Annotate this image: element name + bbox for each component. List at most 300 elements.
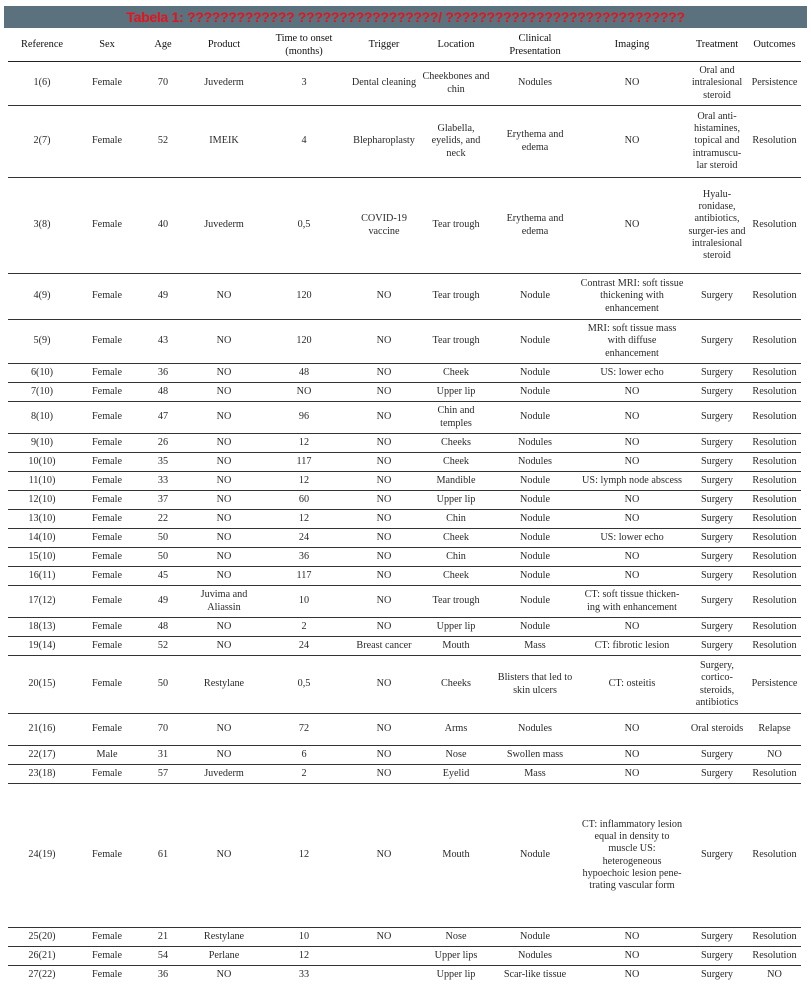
cell-sex: Female bbox=[76, 586, 138, 618]
cell-treatment: Surgery bbox=[686, 618, 748, 637]
cell-time-to-onset: 117 bbox=[260, 453, 348, 472]
cell-sex: Female bbox=[76, 637, 138, 656]
cell-reference: 22(17) bbox=[8, 746, 76, 765]
cell-product: NO bbox=[188, 364, 260, 383]
cell-sex: Female bbox=[76, 106, 138, 178]
table-row bbox=[8, 453, 801, 472]
cell-outcome: Resolution bbox=[748, 928, 801, 947]
cell-imaging: US: lower echo bbox=[578, 364, 686, 383]
cell-time-to-onset: 120 bbox=[260, 320, 348, 364]
cell-time-to-onset: 12 bbox=[260, 947, 348, 966]
cell-clinical-presentation: Mass bbox=[492, 765, 578, 784]
cell-reference: 7(10) bbox=[8, 383, 76, 402]
cell-age: 48 bbox=[138, 383, 188, 402]
cell-treatment: Surgery bbox=[686, 364, 748, 383]
cell-age: 49 bbox=[138, 586, 188, 618]
cell-location: Cheek bbox=[420, 453, 492, 472]
cell-reference: 24(19) bbox=[8, 784, 76, 928]
cell-time-to-onset: 0,5 bbox=[260, 656, 348, 714]
cell-reference: 23(18) bbox=[8, 765, 76, 784]
cell-outcome: NO bbox=[748, 746, 801, 765]
cell-reference: 12(10) bbox=[8, 491, 76, 510]
cell-outcome: NO bbox=[767, 969, 782, 981]
header-location: Location bbox=[420, 30, 492, 62]
cell-location: Eyelid bbox=[420, 765, 492, 784]
table-row bbox=[8, 383, 801, 402]
cell-clinical-presentation: Nodule bbox=[492, 510, 578, 529]
cell-trigger: NO bbox=[348, 320, 420, 364]
cell-outcome: Relapse bbox=[748, 714, 801, 746]
cell-clinical-presentation: Nodule bbox=[492, 784, 578, 928]
header-outcomes: Outcomes bbox=[748, 30, 801, 62]
cell-clinical-presentation: Nodule bbox=[492, 383, 578, 402]
cell-trigger: NO bbox=[348, 402, 420, 434]
table-title: Tabela 1: ????????????? ?????????????????/ ????????????????????????????? bbox=[4, 6, 807, 28]
cell-trigger: NO bbox=[348, 784, 420, 928]
cell-location: Arms bbox=[420, 714, 492, 746]
cell-age: 54 bbox=[138, 947, 188, 966]
cell-sex: Female bbox=[76, 618, 138, 637]
table-row bbox=[8, 765, 801, 784]
cell-sex: Female bbox=[76, 178, 138, 274]
cell-trigger: COVID-19 vaccine bbox=[348, 178, 420, 274]
cell-outcome: Persistence bbox=[748, 656, 801, 714]
header-sex: Sex bbox=[76, 30, 138, 62]
cell-reference: 25(20) bbox=[8, 928, 76, 947]
cell-location: Upper lip bbox=[420, 618, 492, 637]
cell-trigger: NO bbox=[348, 567, 420, 586]
cell-product: NO bbox=[188, 434, 260, 453]
cell-product: NO bbox=[188, 548, 260, 567]
cell-outcome: Resolution bbox=[748, 106, 801, 178]
table-row bbox=[8, 320, 801, 364]
cell-reference: 11(10) bbox=[8, 472, 76, 491]
cell-clinical-presentation: Nodule bbox=[492, 586, 578, 618]
cell-sex: Female bbox=[76, 62, 138, 106]
cell-reference: 27(22) bbox=[28, 969, 56, 981]
table-row bbox=[8, 529, 801, 548]
cell-product: NO bbox=[188, 784, 260, 928]
cell-treatment: Oral and intralesional steroid bbox=[686, 62, 748, 106]
cell-sex: Female bbox=[76, 765, 138, 784]
cell-reference: 19(14) bbox=[8, 637, 76, 656]
cell-reference: 5(9) bbox=[8, 320, 76, 364]
cell-age: 26 bbox=[138, 434, 188, 453]
header-time-to-onset: Time to onset (months) bbox=[260, 30, 348, 62]
cell-reference: 17(12) bbox=[8, 586, 76, 618]
cell-reference: 21(16) bbox=[8, 714, 76, 746]
cell-outcome: Resolution bbox=[748, 637, 801, 656]
cell-outcome: Resolution bbox=[748, 178, 801, 274]
cell-reference: 6(10) bbox=[8, 364, 76, 383]
cell-outcome: Resolution bbox=[748, 784, 801, 928]
cell-trigger: NO bbox=[348, 510, 420, 529]
cell-trigger: NO bbox=[348, 383, 420, 402]
cell-trigger: Dental cleaning bbox=[348, 62, 420, 106]
case-reports-table bbox=[8, 30, 801, 985]
cell-clinical-presentation: Nodule bbox=[492, 402, 578, 434]
cell-trigger: NO bbox=[348, 548, 420, 567]
cell-clinical-presentation: Scar-like tissue bbox=[503, 969, 567, 981]
cell-trigger: NO bbox=[348, 618, 420, 637]
cell-product: NO bbox=[188, 320, 260, 364]
cell-imaging: NO bbox=[578, 567, 686, 586]
cell-location: Cheek bbox=[420, 364, 492, 383]
cell-imaging: US: lymph node abscess bbox=[578, 472, 686, 491]
cell-product: Perlane bbox=[188, 947, 260, 966]
cell-clinical-presentation: Blisters that led to skin ulcers bbox=[492, 656, 578, 714]
cell-treatment: Surgery bbox=[686, 510, 748, 529]
table-row bbox=[8, 491, 801, 510]
cell-reference: 8(10) bbox=[8, 402, 76, 434]
cell-treatment: Surgery bbox=[686, 383, 748, 402]
cell-treatment: Surgery bbox=[686, 434, 748, 453]
cell-outcome: Resolution bbox=[748, 529, 801, 548]
cell-outcome: Resolution bbox=[748, 453, 801, 472]
cell-treatment: Surgery bbox=[686, 637, 748, 656]
cell-trigger: NO bbox=[348, 364, 420, 383]
cell-imaging: NO bbox=[624, 969, 640, 981]
cell-location: Cheekbones and chin bbox=[420, 62, 492, 106]
cell-age: 50 bbox=[138, 656, 188, 714]
cell-product: IMEIK bbox=[188, 106, 260, 178]
cell-age: 70 bbox=[138, 62, 188, 106]
cell-imaging: Contrast MRI: soft tissue thickening with enhancement bbox=[578, 274, 686, 320]
cell-location: Chin bbox=[420, 510, 492, 529]
cell-clinical-presentation: Nodule bbox=[492, 548, 578, 567]
cell-trigger: NO bbox=[348, 656, 420, 714]
cell-location: Upper lip bbox=[420, 491, 492, 510]
cell-reference: 4(9) bbox=[8, 274, 76, 320]
cell-clinical-presentation: Nodule bbox=[492, 364, 578, 383]
cell-location: Glabella, eyelids, and neck bbox=[420, 106, 492, 178]
cell-product: Restylane bbox=[188, 928, 260, 947]
cell-product: NO bbox=[188, 567, 260, 586]
cell-trigger: NO bbox=[348, 529, 420, 548]
cell-time-to-onset: 10 bbox=[260, 928, 348, 947]
cell-age: 21 bbox=[138, 928, 188, 947]
cell-location: Chin and temples bbox=[420, 402, 492, 434]
cell-reference: 18(13) bbox=[8, 618, 76, 637]
cell-location: Tear trough bbox=[420, 178, 492, 274]
cell-reference: 10(10) bbox=[8, 453, 76, 472]
cell-time-to-onset: 10 bbox=[260, 586, 348, 618]
cell-sex: Female bbox=[76, 383, 138, 402]
cell-imaging: NO bbox=[578, 947, 686, 966]
table-row bbox=[8, 472, 801, 491]
cell-location: Nose bbox=[420, 928, 492, 947]
cell-reference: 2(7) bbox=[8, 106, 76, 178]
cell-trigger: NO bbox=[348, 274, 420, 320]
table-row bbox=[8, 618, 801, 637]
cell-sex: Female bbox=[76, 784, 138, 928]
table-row bbox=[8, 567, 801, 586]
cell-sex: Female bbox=[76, 491, 138, 510]
cell-age: 31 bbox=[138, 746, 188, 765]
header-treatment: Treatment bbox=[686, 30, 748, 62]
cell-location: Nose bbox=[420, 746, 492, 765]
cell-product: Juvederm bbox=[188, 765, 260, 784]
cell-product: Juvima and Aliassin bbox=[188, 586, 260, 618]
cell-age: 43 bbox=[138, 320, 188, 364]
cell-age: 47 bbox=[138, 402, 188, 434]
cell-treatment: Surgery bbox=[686, 491, 748, 510]
cell-age: 36 bbox=[157, 969, 169, 981]
cell-clinical-presentation: Erythema and edema bbox=[492, 106, 578, 178]
cell-outcome: Resolution bbox=[748, 548, 801, 567]
table-row bbox=[8, 106, 801, 178]
cell-treatment: Surgery bbox=[686, 765, 748, 784]
cell-sex: Female bbox=[76, 434, 138, 453]
cell-time-to-onset: 117 bbox=[260, 567, 348, 586]
cell-reference: 9(10) bbox=[8, 434, 76, 453]
cell-age: 33 bbox=[138, 472, 188, 491]
cell-reference: 20(15) bbox=[8, 656, 76, 714]
cell-imaging: CT: inflammatory lesion equal in density to muscle US: heterogeneous hypoechoic lesion pene-trating vascular form bbox=[578, 784, 686, 928]
table-row bbox=[8, 637, 801, 656]
cell-trigger: Blepharoplasty bbox=[348, 106, 420, 178]
cell-location: Cheek bbox=[420, 567, 492, 586]
cell-location: Tear trough bbox=[420, 320, 492, 364]
cell-age: 57 bbox=[138, 765, 188, 784]
cell-imaging: NO bbox=[578, 618, 686, 637]
cell-outcome: Resolution bbox=[748, 274, 801, 320]
cell-product: NO bbox=[216, 969, 232, 981]
cell-time-to-onset: 12 bbox=[260, 784, 348, 928]
cell-sex: Female bbox=[76, 402, 138, 434]
cell-age: 50 bbox=[138, 548, 188, 567]
cell-sex: Male bbox=[76, 746, 138, 765]
cell-reference: 13(10) bbox=[8, 510, 76, 529]
cell-treatment: Surgery bbox=[700, 969, 734, 981]
cell-imaging: CT: osteitis bbox=[578, 656, 686, 714]
cell-age: 52 bbox=[138, 106, 188, 178]
cell-treatment: Surgery bbox=[686, 746, 748, 765]
cell-clinical-presentation: Nodule bbox=[492, 472, 578, 491]
table-row bbox=[8, 62, 801, 106]
header-age: Age bbox=[138, 30, 188, 62]
cell-time-to-onset: 2 bbox=[260, 618, 348, 637]
cell-treatment: Surgery bbox=[686, 472, 748, 491]
cell-time-to-onset: 60 bbox=[260, 491, 348, 510]
cell-trigger: NO bbox=[348, 472, 420, 491]
cell-treatment: Surgery bbox=[686, 784, 748, 928]
cell-trigger: NO bbox=[348, 746, 420, 765]
cell-treatment: Surgery bbox=[686, 947, 748, 966]
cell-age: 52 bbox=[138, 637, 188, 656]
cell-sex: Female bbox=[76, 567, 138, 586]
cell-location: Tear trough bbox=[420, 586, 492, 618]
cell-clinical-presentation: Swollen mass bbox=[492, 746, 578, 765]
cell-time-to-onset: 0,5 bbox=[260, 178, 348, 274]
cell-age: 35 bbox=[138, 453, 188, 472]
cell-trigger bbox=[348, 966, 420, 985]
cell-outcome: Resolution bbox=[748, 383, 801, 402]
table-row bbox=[8, 548, 801, 567]
cell-imaging: CT: soft tissue thicken-ing with enhancement bbox=[578, 586, 686, 618]
table-row bbox=[8, 928, 801, 947]
table-row bbox=[8, 586, 801, 618]
cell-time-to-onset: 12 bbox=[260, 434, 348, 453]
cell-clinical-presentation: Nodule bbox=[492, 618, 578, 637]
cell-imaging: NO bbox=[578, 510, 686, 529]
cell-sex: Female bbox=[76, 320, 138, 364]
header-row bbox=[8, 30, 801, 62]
cell-time-to-onset: 12 bbox=[260, 472, 348, 491]
cell-treatment: Surgery bbox=[686, 320, 748, 364]
cell-age: 49 bbox=[138, 274, 188, 320]
cell-product: NO bbox=[188, 746, 260, 765]
cell-treatment: Surgery bbox=[686, 529, 748, 548]
cell-location: Chin bbox=[420, 548, 492, 567]
cell-sex: Female bbox=[76, 928, 138, 947]
cell-outcome: Resolution bbox=[748, 586, 801, 618]
table-row bbox=[8, 510, 801, 529]
cell-sex: Female bbox=[76, 453, 138, 472]
cell-location: Upper lips bbox=[420, 947, 492, 966]
cell-time-to-onset: 12 bbox=[260, 510, 348, 529]
cell-time-to-onset: 48 bbox=[260, 364, 348, 383]
cell-outcome: Resolution bbox=[748, 472, 801, 491]
cell-product: NO bbox=[188, 383, 260, 402]
cell-imaging: NO bbox=[578, 714, 686, 746]
cell-treatment: Oral steroids bbox=[686, 714, 748, 746]
cell-clinical-presentation: Nodule bbox=[492, 274, 578, 320]
cell-time-to-onset: 24 bbox=[260, 529, 348, 548]
cell-clinical-presentation: Nodules bbox=[492, 714, 578, 746]
cell-outcome: Resolution bbox=[748, 320, 801, 364]
table-row bbox=[8, 402, 801, 434]
cell-clinical-presentation: Nodules bbox=[492, 947, 578, 966]
cell-location: Upper lip bbox=[420, 383, 492, 402]
cell-age: 61 bbox=[138, 784, 188, 928]
cell-age: 50 bbox=[138, 529, 188, 548]
cell-sex: Female bbox=[76, 472, 138, 491]
cell-trigger: NO bbox=[348, 453, 420, 472]
cell-product: NO bbox=[188, 637, 260, 656]
cell-reference: 15(10) bbox=[8, 548, 76, 567]
cell-location: Upper lip bbox=[436, 969, 476, 981]
cell-product: NO bbox=[188, 402, 260, 434]
cell-outcome: Resolution bbox=[748, 618, 801, 637]
cell-location: Mouth bbox=[420, 637, 492, 656]
cell-clinical-presentation: Nodule bbox=[492, 320, 578, 364]
cell-clinical-presentation: Nodule bbox=[492, 529, 578, 548]
cell-imaging: NO bbox=[578, 383, 686, 402]
cell-product: NO bbox=[188, 618, 260, 637]
cell-outcome: Resolution bbox=[748, 510, 801, 529]
cell-outcome: Resolution bbox=[748, 765, 801, 784]
cell-imaging: NO bbox=[578, 928, 686, 947]
cell-imaging: CT: fibrotic lesion bbox=[578, 637, 686, 656]
cell-imaging: MRI: soft tissue mass with diffuse enhancement bbox=[578, 320, 686, 364]
cell-outcome: Persistence bbox=[748, 62, 801, 106]
header-imaging: Imaging bbox=[578, 30, 686, 62]
cell-sex: Female bbox=[76, 510, 138, 529]
cell-time-to-onset: NO bbox=[260, 383, 348, 402]
cell-location: Cheeks bbox=[420, 434, 492, 453]
table-row bbox=[8, 746, 801, 765]
cell-imaging: NO bbox=[578, 746, 686, 765]
cell-treatment: Surgery bbox=[686, 928, 748, 947]
cell-product: NO bbox=[188, 472, 260, 491]
cell-clinical-presentation: Erythema and edema bbox=[492, 178, 578, 274]
cell-reference: 1(6) bbox=[8, 62, 76, 106]
table-row bbox=[8, 714, 801, 746]
cell-imaging: NO bbox=[578, 402, 686, 434]
cell-product: Juvederm bbox=[188, 62, 260, 106]
cell-clinical-presentation: Nodules bbox=[492, 434, 578, 453]
cell-treatment: Surgery bbox=[686, 567, 748, 586]
cell-treatment: Surgery bbox=[686, 586, 748, 618]
cell-reference: 26(21) bbox=[8, 947, 76, 966]
cell-time-to-onset: 3 bbox=[260, 62, 348, 106]
cell-sex: Female bbox=[76, 947, 138, 966]
cell-age: 36 bbox=[138, 364, 188, 383]
cell-age: 48 bbox=[138, 618, 188, 637]
cell-sex: Female bbox=[76, 529, 138, 548]
header-product: Product bbox=[188, 30, 260, 62]
cell-clinical-presentation: Mass bbox=[492, 637, 578, 656]
cell-outcome: Resolution bbox=[748, 434, 801, 453]
header-reference: Reference bbox=[8, 30, 76, 62]
header-trigger: Trigger bbox=[348, 30, 420, 62]
cell-product: NO bbox=[188, 714, 260, 746]
cell-trigger: NO bbox=[348, 765, 420, 784]
cell-imaging: NO bbox=[578, 106, 686, 178]
cell-sex: Female bbox=[76, 274, 138, 320]
cell-product: NO bbox=[188, 274, 260, 320]
cell-age: 40 bbox=[138, 178, 188, 274]
table-row bbox=[8, 178, 801, 274]
cell-clinical-presentation: Nodules bbox=[492, 62, 578, 106]
cell-time-to-onset: 120 bbox=[260, 274, 348, 320]
cell-imaging: NO bbox=[578, 434, 686, 453]
cell-age: 37 bbox=[138, 491, 188, 510]
table-row bbox=[8, 966, 801, 985]
cell-outcome: Resolution bbox=[748, 947, 801, 966]
cell-product: NO bbox=[188, 453, 260, 472]
table-row bbox=[8, 784, 801, 928]
cell-time-to-onset: 72 bbox=[260, 714, 348, 746]
cell-clinical-presentation: Nodule bbox=[492, 567, 578, 586]
cell-imaging: NO bbox=[578, 178, 686, 274]
cell-product: Juvederm bbox=[188, 178, 260, 274]
cell-outcome: Resolution bbox=[748, 402, 801, 434]
cell-imaging: NO bbox=[578, 491, 686, 510]
cell-imaging: NO bbox=[578, 62, 686, 106]
cell-outcome: Resolution bbox=[748, 491, 801, 510]
cell-clinical-presentation: Nodule bbox=[492, 928, 578, 947]
cell-time-to-onset: 4 bbox=[260, 106, 348, 178]
cell-time-to-onset: 36 bbox=[260, 548, 348, 567]
cell-location: Cheek bbox=[420, 529, 492, 548]
table-body bbox=[8, 62, 801, 985]
cell-location: Mandible bbox=[420, 472, 492, 491]
cell-trigger: Breast cancer bbox=[348, 637, 420, 656]
cell-outcome: Resolution bbox=[748, 567, 801, 586]
table-row bbox=[8, 656, 801, 714]
cell-product: NO bbox=[188, 491, 260, 510]
cell-outcome: Resolution bbox=[748, 364, 801, 383]
table-row bbox=[8, 947, 801, 966]
cell-age: 70 bbox=[138, 714, 188, 746]
cell-sex: Female bbox=[76, 548, 138, 567]
cell-time-to-onset: 6 bbox=[260, 746, 348, 765]
cell-trigger: NO bbox=[348, 714, 420, 746]
cell-trigger: NO bbox=[348, 434, 420, 453]
cell-reference: 16(11) bbox=[8, 567, 76, 586]
